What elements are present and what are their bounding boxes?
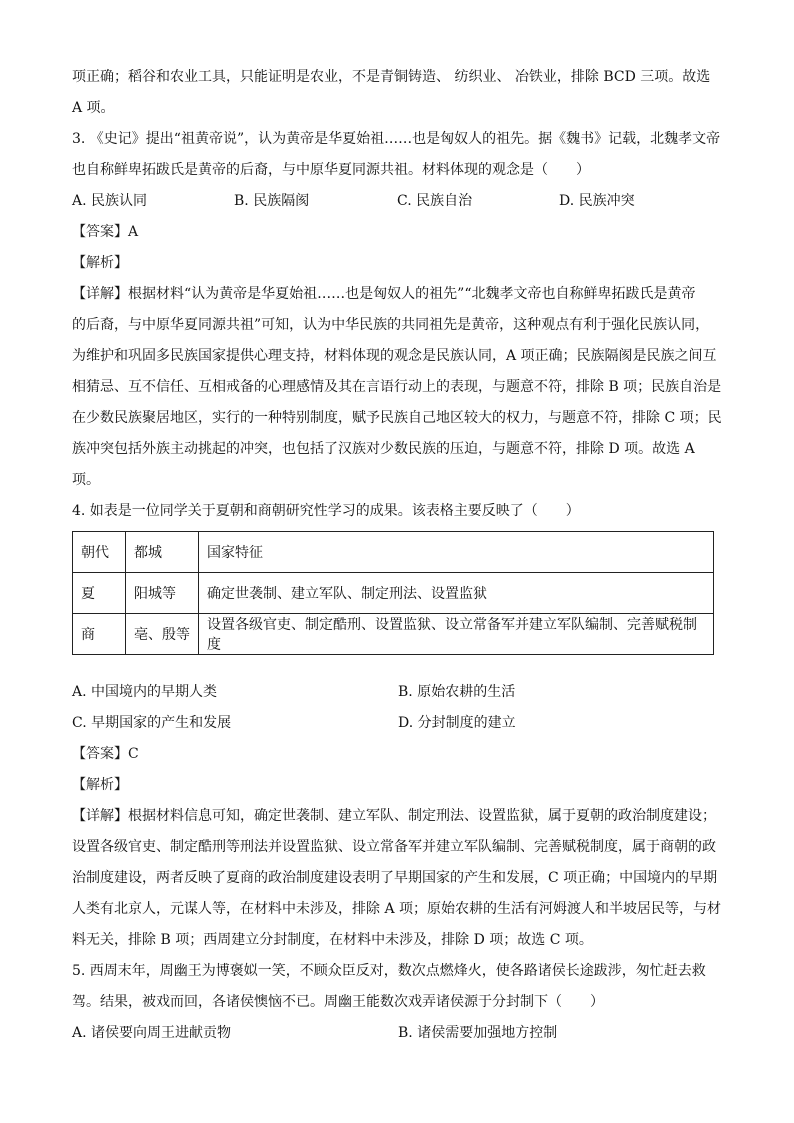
question-4-options-row: [72, 708, 724, 739]
detail-line: 人类有北京人，元谋人等，在材料中未涉及，排除 A 项；原始农耕的生活有河姆渡人和半坡居民等，与材: [72, 901, 722, 917]
dynasty-table: [72, 531, 714, 655]
detail-line: 相猜忌、互不信任、互相戒备的心理感情及其在言语行动上的表现，与题意不符，排除 B 项；民族自治是: [72, 379, 722, 395]
option-a: A. 诸侯要向周王进献贡物: [72, 1025, 232, 1041]
question-3-stem: 也自称鲜卑拓跋氏是黄帝的后裔，与中原华夏同源共祖。材料体现的观念是（ ）: [72, 162, 590, 178]
detail-line: 的后裔，与中原华夏同源共祖”可知，认为中华民族的共同祖先是黄帝，这种观点有利于强化民族认同，: [72, 317, 710, 333]
question-3-stem: 3. 《史记》提出“祖黄帝说”，认为黄帝是华夏始祖……也是匈奴人的祖先。据《魏书》记载，北魏孝文帝: [72, 131, 721, 147]
option-d: D. 民族冲突: [559, 193, 635, 209]
option-c: C. 早期国家的产生和发展: [72, 715, 232, 731]
table-cell: 亳、殷等: [126, 614, 199, 655]
detail-line: 在少数民族聚居地区，实行的一种特别制度，赋予民族自己地区较大的权力，与题意不符，排除 C 项；民: [72, 410, 722, 426]
table-row: [73, 614, 714, 655]
detail-line: 族冲突包括外族主动挑起的冲突，也包括了汉族对少数民族的压迫，与题意不符，排除 D 项。故选 A 项。: [72, 441, 695, 488]
question-5-options-row: [72, 1018, 724, 1049]
question-3-options: [72, 186, 724, 217]
option-b: B. 诸侯需要加强地方控制: [398, 1025, 558, 1041]
table-header-cell: 朝代: [73, 532, 126, 573]
detail-line: 料无关，排除 B 项；西周建立分封制度，在材料中未涉及，排除 D 项；故选 C 项。: [72, 932, 593, 948]
detail-line: 【详解】根据材料信息可知，确定世袭制、建立军队、制定刑法、设置监狱，属于夏朝的政治制度建设；: [72, 808, 716, 824]
table-header-cell: 国家特征: [199, 532, 714, 573]
table-cell: 商: [73, 614, 126, 655]
detail-line: 治制度建设，两者反映了夏商的政治制度建设表明了早期国家的产生和发展，C 项正确；中国境内的早期: [72, 870, 718, 886]
option-b: B. 民族隔阂: [234, 193, 310, 209]
table-header-row: [73, 532, 714, 573]
question-4-options-row: [72, 677, 724, 708]
option-c: C. 民族自治: [397, 193, 473, 209]
option-a: A. 中国境内的早期人类: [72, 684, 218, 700]
table-cell: 阳城等: [126, 573, 199, 614]
analysis-label: 【解析】: [72, 255, 128, 271]
detail-line: 设置各级官吏、制定酷刑等刑法并设置监狱、设立常备军并建立军队编制、完善赋税制度，属于商朝的政: [72, 839, 716, 855]
intro-line: A 项。: [72, 100, 115, 116]
question-5-stem: 驾。结果，被戏而回，各诸侯懊恼不已。周幽王能数次戏弄诸侯源于分封制下（ ）: [72, 994, 604, 1010]
detail-line: 为维护和巩固多民族国家提供心理支持，材料体现的观念是民族认同，A 项正确；民族隔阂是民族之间互: [72, 348, 717, 364]
question-4-stem: 4. 如表是一位同学关于夏朝和商朝研究性学习的成果。该表格主要反映了（ ）: [72, 503, 580, 519]
table-cell: 确定世袭制、建立军队、制定刑法、设置监狱: [199, 573, 714, 614]
option-b: B. 原始农耕的生活: [398, 684, 516, 700]
table-cell: 夏: [73, 573, 126, 614]
option-a: A. 民族认同: [72, 193, 148, 209]
answer-label: 【答案】C: [72, 746, 139, 762]
intro-line: 项正确；稻谷和农业工具，只能证明是农业，不是青铜铸造、 纺织业、 冶铁业，排除 BCD 三项。故选: [72, 69, 711, 85]
question-5-stem: 5. 西周末年，周幽王为博褒姒一笑，不顾众臣反对，数次点燃烽火，使各路诸侯长途跋涉，匆忙赶去救: [72, 963, 706, 979]
answer-label: 【答案】A: [72, 224, 139, 240]
document-page: [72, 62, 724, 1049]
table-cell: 设置各级官吏、制定酷刑、设置监狱、设立常备军并建立军队编制、完善赋税制度: [199, 614, 714, 655]
table-header-cell: 都城: [126, 532, 199, 573]
analysis-label: 【解析】: [72, 777, 128, 793]
detail-line: 【详解】根据材料“认为黄帝是华夏始祖……也是匈奴人的祖先”“北魏孝文帝也自称鲜卑拓跋氏是黄帝: [72, 286, 696, 302]
table-row: [73, 573, 714, 614]
option-d: D. 分封制度的建立: [398, 715, 516, 731]
